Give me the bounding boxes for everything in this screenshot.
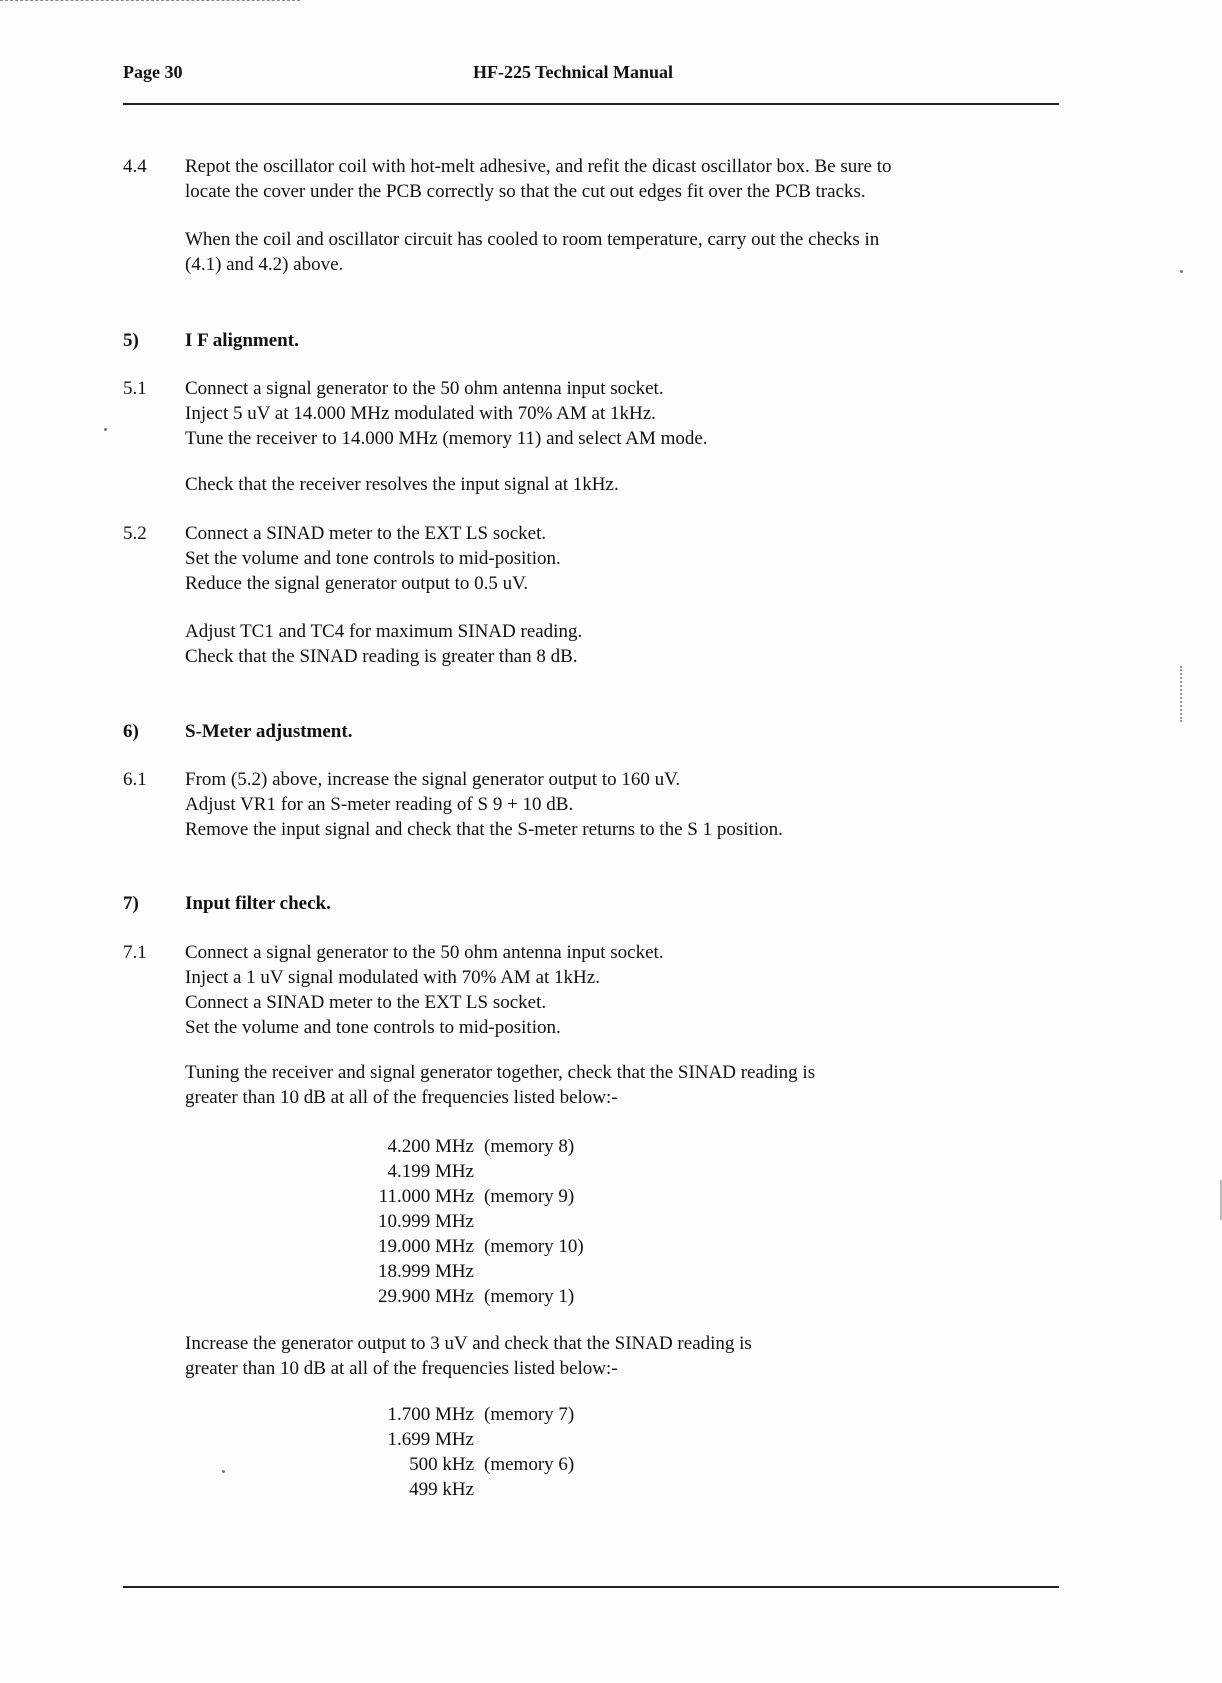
text-line: Connect a SINAD meter to the EXT LS socket. [185,992,547,1013]
frequency-value: 499 kHz [409,1479,474,1500]
memory-label: (memory 1) [484,1286,575,1307]
text-line: Connect a signal generator to the 50 ohm antenna input socket. [185,942,664,963]
list-item [370,1234,670,1259]
list-item [370,1427,670,1452]
text-line: Repot the oscillator coil with hot-melt adhesive, and refit the dicast oscillator box. Be sure to [185,156,892,177]
list-item [370,1259,670,1284]
section-number: 7) [123,893,139,914]
section-number: 5.2 [123,523,147,544]
frequency-value: 29.900 MHz [377,1286,474,1307]
scan-mark [0,0,300,2]
text-line: Increase the generator output to 3 uV and check that the SINAD reading is [185,1333,752,1354]
text-line: Adjust TC1 and TC4 for maximum SINAD reading. [185,621,583,642]
memory-label: (memory 7) [484,1404,575,1425]
text-line: Adjust VR1 for an S-meter reading of S 9 + 10 dB. [185,794,574,815]
text-line: Tune the receiver to 14.000 MHz (memory 11) and select AM mode. [185,428,708,449]
text-line: Remove the input signal and check that the S-meter returns to the S 1 position. [185,819,783,840]
list-item [370,1284,670,1309]
text-line: Set the volume and tone controls to mid-position. [185,1017,561,1038]
scan-mark [1180,666,1184,722]
section-number: 5.1 [123,378,147,399]
paragraph [185,521,1045,596]
section-number: 7.1 [123,942,147,963]
frequency-value: 1.700 MHz [387,1404,474,1425]
paragraph [185,940,1045,1040]
paragraph [185,767,1045,842]
frequency-list [370,1402,670,1502]
text-line: greater than 10 dB at all of the frequencies listed below:- [185,1358,618,1379]
frequency-value: 4.200 MHz [387,1136,474,1157]
text-line: locate the cover under the PCB correctly so that the cut out edges fit over the PCB tracks. [185,181,866,202]
page-title: HF-225 Technical Manual [473,62,674,82]
list-item [370,1402,670,1427]
memory-label: (memory 10) [484,1236,584,1257]
list-item [370,1184,670,1209]
frequency-value: 11.000 MHz [378,1186,474,1207]
frequency-value: 18.999 MHz [377,1261,474,1282]
list-item [370,1452,670,1477]
list-item [370,1209,670,1234]
section-number: 6) [123,721,139,742]
memory-label: (memory 8) [484,1136,575,1157]
text-line: (4.1) and 4.2) above. [185,254,344,275]
text-line: Inject a 1 uV signal modulated with 70% AM at 1kHz. [185,967,600,988]
paragraph [185,619,1045,669]
frequency-value: 10.999 MHz [377,1211,474,1232]
paragraph [185,1060,1045,1110]
frequency-value: 1.699 MHz [387,1429,474,1450]
header-rule [123,103,1059,105]
memory-label: (memory 9) [484,1186,575,1207]
frequency-list [370,1134,670,1309]
scan-speck [104,428,107,431]
paragraph [185,376,1045,451]
list-item [370,1159,670,1184]
paragraph [185,1331,1045,1381]
section-heading: Input filter check. [185,893,331,914]
text-line: Set the volume and tone controls to mid-position. [185,548,561,569]
frequency-value: 19.000 MHz [377,1236,474,1257]
frequency-value: 500 kHz [409,1454,474,1475]
section-number: 4.4 [123,156,147,177]
memory-label: (memory 6) [484,1454,575,1475]
list-item [370,1477,670,1502]
text-line: From (5.2) above, increase the signal generator output to 160 uV. [185,769,681,790]
paragraph [185,154,1045,204]
text-line: Inject 5 uV at 14.000 MHz modulated with 70% AM at 1kHz. [185,403,656,424]
scan-speck [1180,270,1183,273]
section-heading: S-Meter adjustment. [185,721,353,742]
section-number: 6.1 [123,769,147,790]
footer-rule [123,1586,1059,1588]
section-number: 5) [123,330,139,351]
text-line: Reduce the signal generator output to 0.5 uV. [185,573,529,594]
page-number: Page 30 [123,62,183,82]
frequency-value: 4.199 MHz [387,1161,474,1182]
list-item [370,1134,670,1159]
paragraph [185,227,1045,277]
scan-speck [222,1470,225,1473]
section-heading: I F alignment. [185,330,299,351]
text-line: Tuning the receiver and signal generator together, check that the SINAD reading is [185,1062,816,1083]
paragraph: Check that the receiver resolves the input signal at 1kHz. [185,474,619,495]
text-line: Check that the SINAD reading is greater than 8 dB. [185,646,578,667]
text-line: Connect a signal generator to the 50 ohm antenna input socket. [185,378,664,399]
text-line: When the coil and oscillator circuit has cooled to room temperature, carry out the checks in [185,229,880,250]
text-line: Connect a SINAD meter to the EXT LS socket. [185,523,547,544]
text-line: greater than 10 dB at all of the frequencies listed below:- [185,1087,618,1108]
